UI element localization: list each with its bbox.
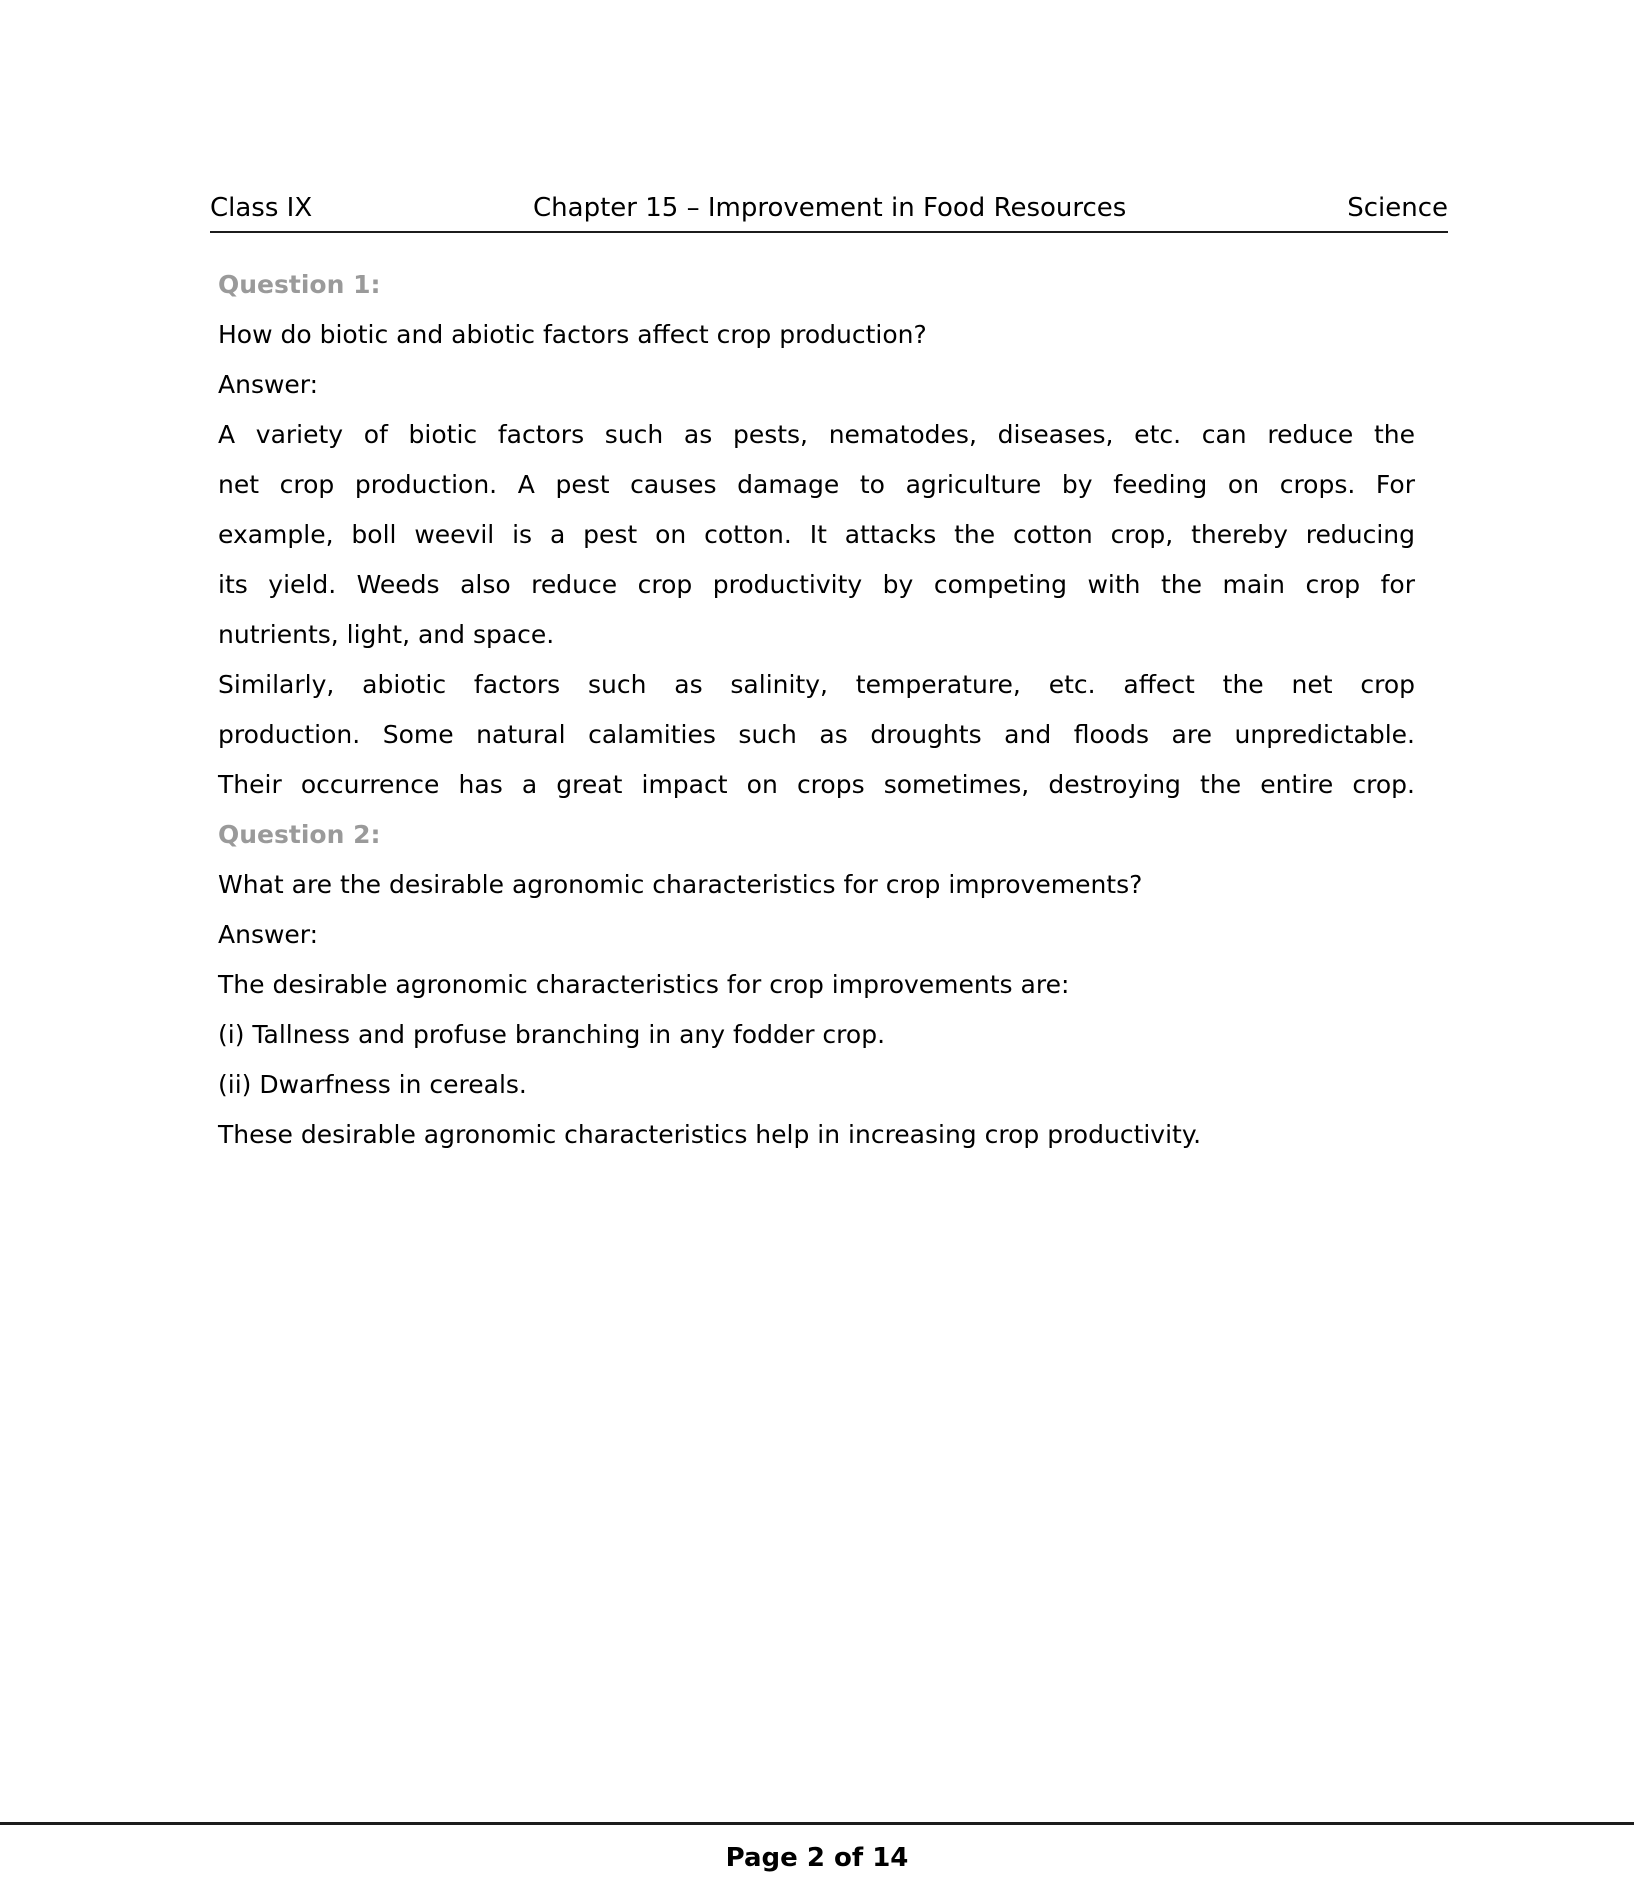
footer-rule bbox=[0, 1822, 1634, 1825]
page-header bbox=[210, 192, 1448, 233]
question-1-text: How do biotic and abiotic factors affect crop production? bbox=[218, 320, 927, 349]
answer-1-para-2-line: production. Some natural calamities such as droughts and floods are unpredictable. bbox=[218, 720, 1415, 749]
question-2-heading: Question 2: bbox=[218, 820, 381, 849]
answer-1-para-1-line: example, boll weevil is a pest on cotton. It attacks the cotton crop, thereby reducing bbox=[218, 520, 1415, 549]
header-chapter-title: Chapter 15 – Improvement in Food Resources bbox=[533, 193, 1127, 223]
answer-1-para-1-line: net crop production. A pest causes damage to agriculture by feeding on crops. For bbox=[218, 470, 1415, 499]
question-1-heading: Question 1: bbox=[218, 270, 381, 299]
answer-2-line: (ii) Dwarfness in cereals. bbox=[218, 1070, 527, 1099]
header-class-label: Class IX bbox=[210, 193, 313, 223]
question-1-answer-label: Answer: bbox=[218, 370, 319, 399]
answer-1-para-2-line: Similarly, abiotic factors such as salinity, temperature, etc. affect the net crop bbox=[218, 670, 1415, 699]
answer-1-para-1-line: its yield. Weeds also reduce crop productivity by competing with the main crop for bbox=[218, 570, 1415, 599]
answer-2-line: These desirable agronomic characteristics help in increasing crop productivity. bbox=[218, 1120, 1202, 1149]
answer-1-para-1-line: nutrients, light, and space. bbox=[218, 620, 555, 649]
page-number: Page 2 of 14 bbox=[725, 1843, 909, 1873]
question-2-text: What are the desirable agronomic characteristics for crop improvements? bbox=[218, 870, 1143, 899]
answer-1-para-1-line: A variety of biotic factors such as pests, nematodes, diseases, etc. can reduce the bbox=[218, 420, 1415, 449]
header-subject: Science bbox=[1347, 193, 1448, 223]
answer-2-line: (i) Tallness and profuse branching in any fodder crop. bbox=[218, 1020, 886, 1049]
answer-1-para-2-line: Their occurrence has a great impact on crops sometimes, destroying the entire crop. bbox=[218, 770, 1415, 799]
question-2-answer-label: Answer: bbox=[218, 920, 319, 949]
answer-2-line: The desirable agronomic characteristics for crop improvements are: bbox=[218, 970, 1070, 999]
document-body bbox=[218, 260, 1415, 1160]
